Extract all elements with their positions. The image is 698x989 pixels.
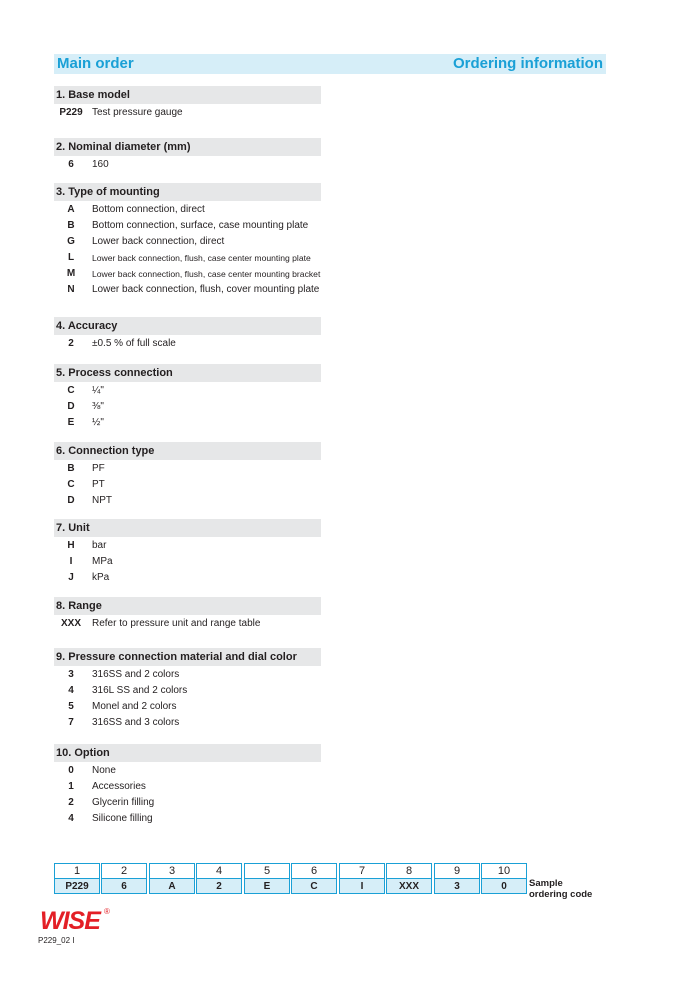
option-code: 5 — [68, 701, 74, 712]
option-row — [54, 699, 354, 715]
option-code: I — [69, 556, 73, 567]
code-cell-6 — [291, 863, 337, 894]
code-position-value: 6 — [101, 878, 147, 894]
code-position-number: 6 — [291, 863, 337, 878]
option-code: 7 — [68, 717, 74, 728]
code-cell-8 — [386, 863, 432, 894]
code-position-value: 3 — [434, 878, 480, 894]
code-cell-5 — [244, 863, 290, 894]
option-code: N — [67, 284, 75, 295]
option-description: 316SS and 3 colors — [92, 717, 180, 728]
section-title: 6. Connection type — [54, 442, 321, 460]
option-row — [54, 202, 354, 218]
option-row — [54, 250, 354, 266]
option-row — [54, 336, 354, 352]
option-code: J — [68, 572, 74, 583]
option-row — [54, 105, 354, 121]
option-code: M — [66, 268, 76, 279]
option-row — [54, 399, 354, 415]
code-position-value: C — [291, 878, 337, 894]
option-code: 2 — [68, 797, 74, 808]
option-code: E — [67, 417, 75, 428]
option-row — [54, 493, 354, 509]
option-description: Lower back connection, direct — [92, 236, 225, 247]
code-position-value: A — [149, 878, 195, 894]
section-5 — [54, 364, 354, 431]
option-code: 3 — [68, 669, 74, 680]
code-position-number: 4 — [196, 863, 242, 878]
section-9 — [54, 648, 354, 731]
option-code: L — [67, 252, 75, 263]
option-description: Lower back connection, flush, case center mounting plate — [92, 253, 311, 263]
option-description: bar — [92, 540, 107, 551]
section-title: 1. Base model — [54, 86, 321, 104]
section-title: 4. Accuracy — [54, 317, 321, 335]
section-4 — [54, 317, 354, 352]
code-cell-3 — [149, 863, 195, 894]
option-row — [54, 616, 354, 632]
code-position-number: 3 — [149, 863, 195, 878]
option-code: D — [67, 495, 75, 506]
code-position-value: 0 — [481, 878, 527, 894]
option-description: Accessories — [92, 781, 146, 792]
code-position-value: E — [244, 878, 290, 894]
option-code: B — [67, 220, 75, 231]
option-row — [54, 763, 354, 779]
option-description: MPa — [92, 556, 113, 567]
section-10 — [54, 744, 354, 827]
option-row — [54, 415, 354, 431]
option-code: XXX — [60, 618, 81, 629]
option-description: Test pressure gauge — [92, 107, 183, 118]
code-position-number: 1 — [54, 863, 100, 878]
option-code: 1 — [68, 781, 74, 792]
section-8 — [54, 597, 354, 632]
registered-mark: ® — [104, 907, 110, 916]
option-description: ⅜" — [92, 401, 104, 412]
code-position-value: XXX — [386, 878, 432, 894]
option-row — [54, 266, 354, 282]
ordering-information-title: Ordering information — [453, 55, 603, 72]
section-title: 2. Nominal diameter (mm) — [54, 138, 321, 156]
option-code: 0 — [68, 765, 74, 776]
option-description: ¼" — [92, 385, 104, 396]
code-cell-9 — [434, 863, 480, 894]
document-code: P229_02 I — [38, 936, 75, 945]
section-title: 3. Type of mounting — [54, 183, 321, 201]
option-description: Silicone filling — [92, 813, 153, 824]
code-position-number: 10 — [481, 863, 527, 878]
code-position-number: 8 — [386, 863, 432, 878]
option-row — [54, 795, 354, 811]
option-description: Bottom connection, surface, case mounting plate — [92, 220, 309, 231]
section-7 — [54, 519, 354, 586]
option-code: H — [67, 540, 75, 551]
option-row — [54, 779, 354, 795]
option-description: 316SS and 2 colors — [92, 669, 180, 680]
section-2 — [54, 138, 354, 173]
section-title: 7. Unit — [54, 519, 321, 537]
option-code: 4 — [68, 685, 74, 696]
sample-label-line1: Sample — [529, 878, 563, 889]
code-position-number: 5 — [244, 863, 290, 878]
option-description: 316L SS and 2 colors — [92, 685, 188, 696]
code-position-number: 2 — [101, 863, 147, 878]
code-cell-2 — [101, 863, 147, 894]
option-row — [54, 715, 354, 731]
section-title: 5. Process connection — [54, 364, 321, 382]
code-position-value: P229 — [54, 878, 100, 894]
option-row — [54, 157, 354, 173]
option-row — [54, 282, 354, 298]
option-code: B — [67, 463, 75, 474]
option-description: NPT — [92, 495, 112, 506]
code-position-value: 2 — [196, 878, 242, 894]
option-row — [54, 477, 354, 493]
option-code: C — [67, 479, 75, 490]
section-3 — [54, 183, 354, 298]
option-row — [54, 570, 354, 586]
option-description: ±0.5 % of full scale — [92, 338, 176, 349]
option-code: 6 — [68, 159, 74, 170]
section-title: 10. Option — [54, 744, 321, 762]
sample-label-line2: ordering code — [529, 889, 593, 900]
option-code: A — [67, 204, 75, 215]
option-code: 4 — [68, 813, 74, 824]
option-row — [54, 234, 354, 250]
option-row — [54, 554, 354, 570]
option-description: Lower back connection, flush, cover mounting plate — [92, 284, 320, 295]
option-description: PF — [92, 463, 105, 474]
option-description: Refer to pressure unit and range table — [92, 618, 261, 629]
section-title: 9. Pressure connection material and dial color — [54, 648, 321, 666]
option-row — [54, 383, 354, 399]
option-row — [54, 811, 354, 827]
code-cell-4 — [196, 863, 242, 894]
option-description: 160 — [92, 159, 109, 170]
section-title: 8. Range — [54, 597, 321, 615]
option-code: D — [67, 401, 75, 412]
option-code: G — [67, 236, 75, 247]
code-position-number: 9 — [434, 863, 480, 878]
option-code: C — [67, 385, 75, 396]
option-row — [54, 538, 354, 554]
header-bar — [54, 54, 606, 74]
option-code: 2 — [68, 338, 74, 349]
option-description: PT — [92, 479, 105, 490]
code-position-value: I — [339, 878, 385, 894]
code-cell-1 — [54, 863, 100, 894]
section-6 — [54, 442, 354, 509]
option-code: P229 — [59, 107, 83, 118]
code-position-number: 7 — [339, 863, 385, 878]
option-row — [54, 667, 354, 683]
option-description: None — [92, 765, 116, 776]
option-row — [54, 683, 354, 699]
main-order-title: Main order — [57, 55, 134, 72]
option-description: ½" — [92, 417, 104, 428]
option-description: Glycerin filling — [92, 797, 155, 808]
option-description: Bottom connection, direct — [92, 204, 205, 215]
sample-ordering-code-label — [529, 878, 592, 900]
option-description: kPa — [92, 572, 110, 583]
logo-text: WISE — [40, 907, 100, 934]
option-row — [54, 461, 354, 477]
option-description: Lower back connection, flush, case center mounting bracket — [92, 269, 321, 279]
wise-logo — [40, 904, 120, 934]
option-row — [54, 218, 354, 234]
option-description: Monel and 2 colors — [92, 701, 177, 712]
code-cell-7 — [339, 863, 385, 894]
section-1 — [54, 86, 354, 121]
code-cell-10 — [481, 863, 527, 894]
